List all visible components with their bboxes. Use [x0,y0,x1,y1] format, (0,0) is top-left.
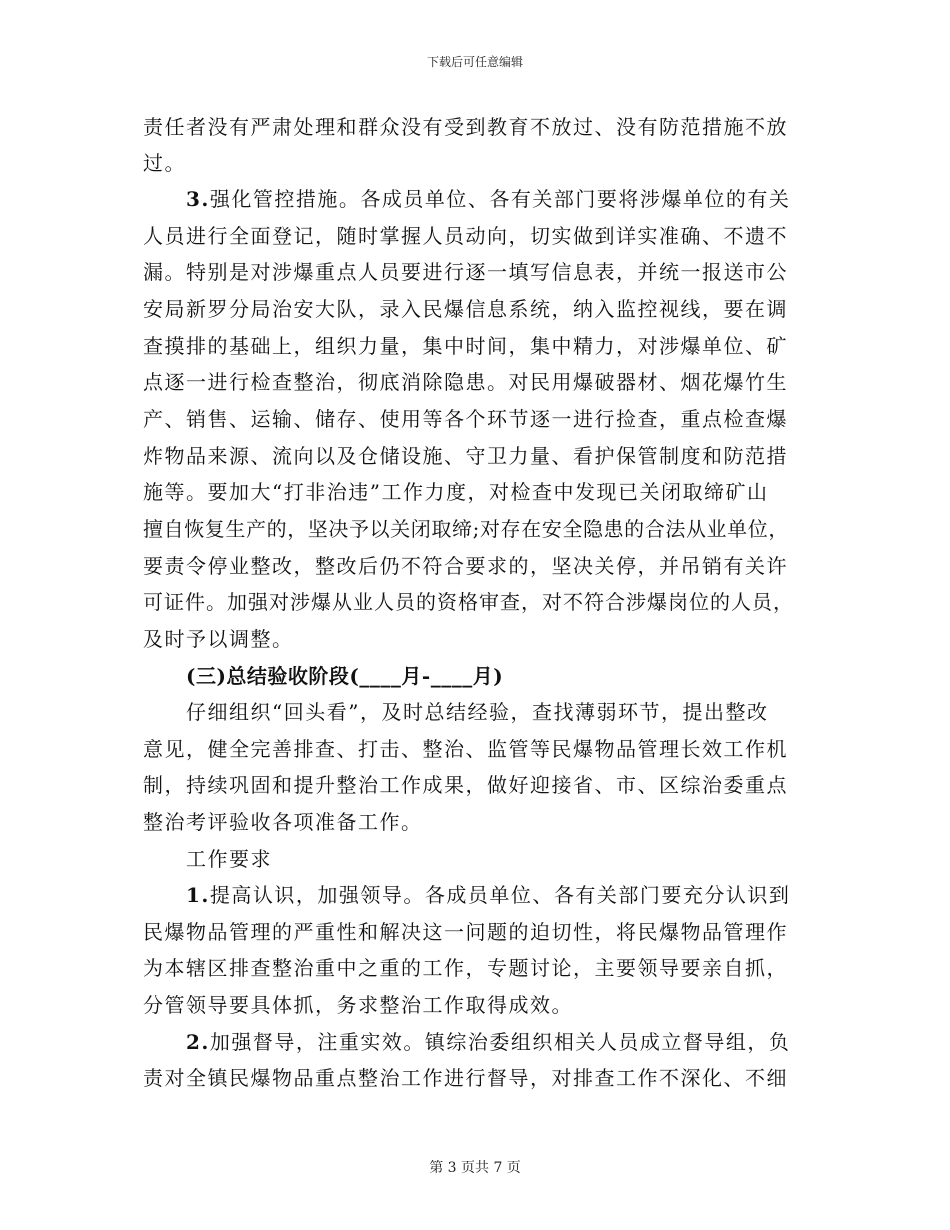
text-line: 分管领导要具体抓，务求整治工作取得成效。 [143,993,573,1017]
subheading: 工作要求 [186,847,272,871]
text-line: 制，持续巩固和提升整治工作成果，做好迎接省、市、区综治委重点 [143,773,788,797]
text-line: 3.强化管控措施。各成员单位、各有关部门要将涉爆单位的有关 [186,187,791,211]
text-line: 过。 [143,151,186,175]
text-line: 民爆物品管理的严重性和解决这一问题的迫切性，将民爆物品管理作 [143,920,788,944]
text-line: 及时予以调整。 [143,627,294,651]
section-heading: (三)总结验收阶段(____月-____月) [186,664,504,688]
text-line: 责对全镇民爆物品重点整治工作进行督导，对排查工作不深化、不细 [143,1066,788,1090]
text-line: 漏。特别是对涉爆重点人员要进行逐一填写信息表，并统一报送市公 [143,260,788,284]
text-line: 安局新罗分局治安大队，录入民爆信息系统，纳入监控视线，要在调 [143,297,788,321]
item-number: 2. [186,1030,210,1054]
text-line: 意见，健全完善排查、打击、整治、监管等民爆物品管理长效工作机 [143,737,788,761]
text-line: 仔细组织“回头看”，及时总结经验，查找薄弱环节，提出整改 [186,700,769,724]
text-line: 施等。要加大“打非治违”工作力度，对检查中发现已关闭取缔矿山 [143,480,769,504]
text-line: 人员进行全面登记，随时掌握人员动向，切实做到详实准确、不遗不 [143,224,788,248]
item-number: 3. [186,187,210,211]
text-line: 要责令停业整改，整改后仍不符合要求的，坚决关停，并吊销有关许 [143,554,788,578]
text-line: 可证件。加强对涉爆从业人员的资格审查，对不符合涉爆岗位的人员， [143,590,794,614]
page-footer: 第 3 页共 7 页 [429,1160,521,1176]
text-line: 擅自恢复生产的，坚决予以关闭取缔;对存在安全隐患的合法从业单位， [143,517,789,541]
text-line: 为本辖区排查整治重中之重的工作，专题讨论，主要领导要亲自抓， [143,956,788,980]
text-line: 点逐一进行检查整治，彻底消除隐患。对民用爆破器材、烟花爆竹生 [143,370,788,394]
text-line: 1.提高认识，加强领导。各成员单位、各有关部门要充分认识到 [186,883,791,907]
text-line: 炸物品来源、流向以及仓储设施、守卫力量、看护保管制度和防范措 [143,444,788,468]
text-line: 产、销售、运输、储存、使用等各个环节逐一进行捡查，重点检查爆 [143,407,788,431]
text-line: 整治考评验收各项准备工作。 [143,810,423,834]
text-line: 2.加强督导，注重实效。镇综治委组织相关人员成立督导组，负 [186,1030,791,1054]
item-number: 1. [186,883,210,907]
page-header: 下载后可任意编辑 [426,55,523,69]
text-line: 查摸排的基础上，组织力量，集中时间，集中精力，对涉爆单位、矿 [143,334,788,358]
text-line: 责任者没有严肃处理和群众没有受到教育不放过、没有防范措施不放 [143,115,788,139]
